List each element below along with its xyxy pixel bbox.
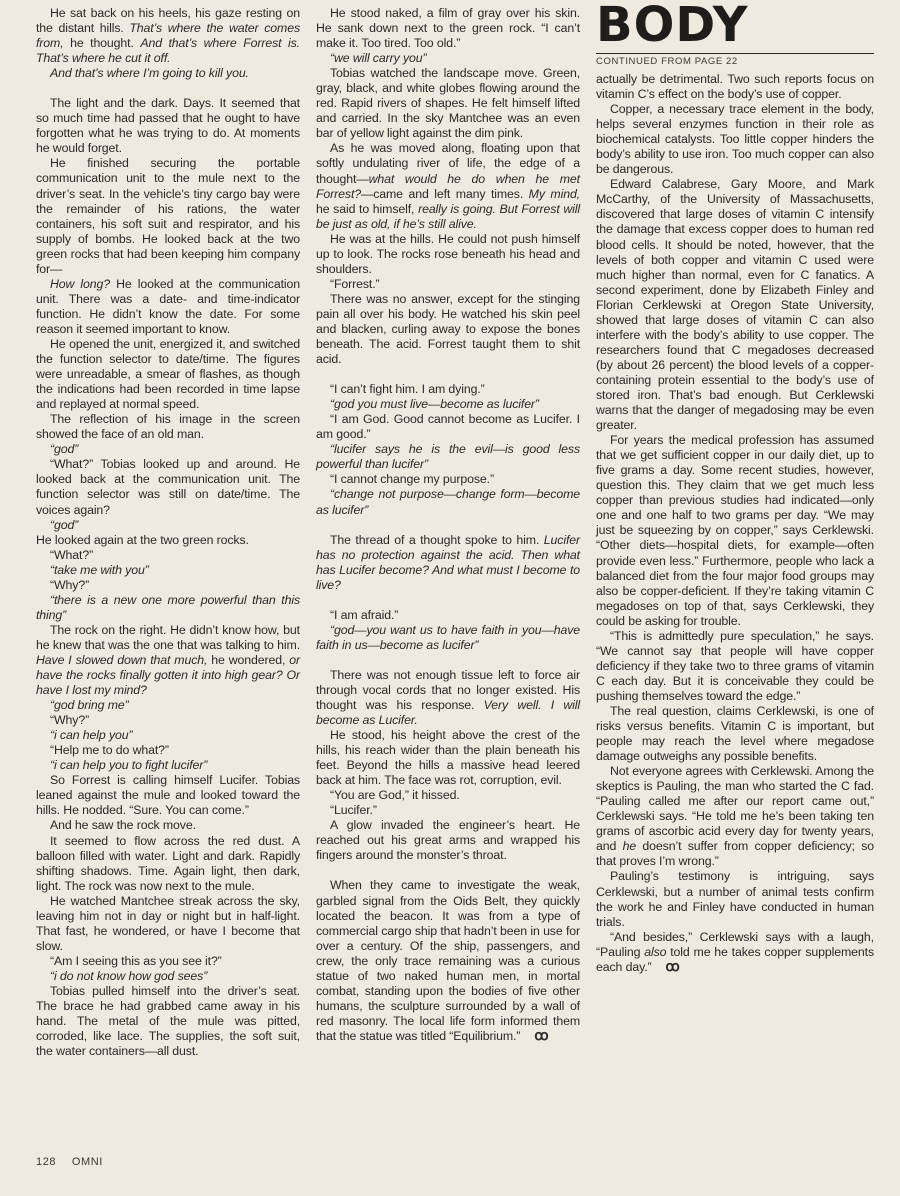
paragraph: He opened the unit, energized it, and switched the function selector to date/time. The figures were unreadable, a smear of flashes, as though the indications had been recorded in time lapse and replayed at normal speed.: [36, 336, 300, 412]
paragraph: The reflection of his image in the screen showed the face of an old man.: [36, 412, 300, 442]
end-mark-icon: ꝏ: [665, 957, 677, 974]
paragraph: “i do not know how god sees”: [50, 968, 208, 983]
magazine-name: OMNI: [71, 1156, 103, 1168]
page-folio: [36, 1156, 115, 1168]
paragraph: “Why?”: [50, 713, 90, 728]
story-column-2: [316, 6, 580, 1044]
paragraph: As he was moved along, floating upon that softly undulating river of life, the edge of a thought—what would he do when he met Forrest?—came and left many times. My mind, he said to himself, really is going. But Forrest will be just as old, if he’s still alive.: [316, 141, 581, 231]
paragraph: He finished securing the portable communication unit to the mule next to the driver’s seat. In the vehicle’s tiny cargo bay were the remainder of his rations, the water containers, his soft suit and respirator, and his supply of bombs. He looked back at the two green rocks that had been keeping him company for—: [36, 156, 300, 276]
paragraph: He sat back on his heels, his gaze resting on the distant hills. That’s where the water comes from, he thought. And that’s where Forrest is. That’s where he cut it off.: [36, 6, 300, 66]
paragraph: actually be detrimental. Two such reports focus on vitamin C’s effect on the body’s use of copper.: [596, 72, 874, 102]
end-mark-icon: ꝏ: [534, 1026, 546, 1043]
section-logo: BODY: [596, 0, 749, 53]
paragraph: The thread of a thought spoke to him. Lucifer has no protection against the acid. Then what has Lucifer become? And what must I become to live?: [316, 532, 580, 592]
paragraph: How long? He looked at the communication unit. There was a date- and time-indicator function. He didn’t know the date. For some reason it seemed important to know.: [36, 276, 300, 336]
paragraph: “take me with you”: [50, 562, 149, 577]
paragraph: “Lucifer.”: [330, 803, 377, 818]
paragraph: There was not enough tissue left to force air through vocal cords that no longer existed. His thought was his response. Very well. I will become as Lucifer.: [316, 667, 580, 728]
paragraph: “And besides,” Cerklewski says with a laugh, “Pauling also told me he takes copper supplements each day.” ꝏ: [596, 929, 874, 974]
paragraph: And that’s where I’m going to kill you.: [50, 66, 249, 81]
paragraph: “i can help you”: [50, 728, 133, 743]
page-number: 128: [36, 1156, 57, 1168]
paragraph: Edward Calabrese, Gary Moore, and Mark McCarthy, of the University of Massachusetts, discovered that large doses of vitamin C intensify the damage that excess copper does to human red blood cells. It should be noted, however, that the levels of both copper and vitamin C used were much higher than normal, even for C fanatics. A second experiment, done by Elizabeth Finley and Florian Cerklewski at Oregon State University, showed that large doses of vitamin C can also interfere with the body’s ability to use copper. The researchers found that C megadoses decreased (by about 26 percent) the blood levels of a copper-containing protein essential to the body’s use of stored iron. That’s bad enough. But Cerklewski warns that the danger of megadosing may be even greater.: [596, 177, 874, 433]
paragraph: There was no answer, except for the stinging pain all over his body. He watched his skin peel and blacken, curling away to expose the bones beneath. The acid. Forrest taught them to shit acid.: [316, 291, 580, 367]
paragraph: “i can help you to fight lucifer”: [50, 758, 208, 773]
paragraph: The rock on the right. He didn’t know how, but he knew that was the one that was talking to him. Have I slowed down that much, he wondered, or have the rocks finally gotten it into high gear? Or have I lost my mind?: [36, 622, 300, 698]
paragraph: Not everyone agrees with Cerklewski. Among the skeptics is Pauling, the man who started the C fad. “Pauling called me after our report came out,” Cerklewski says. “He told me he’s been taking ten grams of ascorbic acid every day for twenty years, and he doesn’t suffer from copper deficiency; so that proves I’m wrong.”: [596, 764, 875, 869]
paragraph: “god”: [50, 517, 79, 532]
paragraph: It seemed to flow across the red dust. A balloon filled with water. Light and dark. Rapidly shifting shadows. Time. Again light, then dark, light. The rock was now next to the mule.: [36, 833, 300, 893]
paragraph: “What?” Tobias looked up and around. He looked back at the communication unit. The function selector was still on date/time. The voices again?: [36, 457, 300, 517]
paragraph: And he saw the rock move.: [50, 818, 196, 833]
paragraph: He stood, his height above the crest of the hills, his reach wider than the plain beneath his feet. Beyond the hills a massive head leered back at him. The face was rot, corruption, evil.: [316, 728, 580, 788]
body-article-text: [596, 72, 874, 975]
paragraph: “change not purpose—change form—become as lucifer”: [316, 487, 580, 517]
paragraph: When they came to investigate the weak, garbled signal from the Oids Belt, they quickly located the beacon. It was from a type of commercial cargo ship that hadn’t been in use for over a century. Of the ship, passengers, and crew, the only trace remaining was a curious statue of two naked human men, in mortal combat, standing upon the bodies of five other humans, the sculpture surrounded by a wall of red masonry. The local life form informed them that the statue was titled “Equilibrium.” ꝏ: [316, 878, 580, 1043]
paragraph: “You are God,” it hissed.: [330, 788, 460, 803]
paragraph: The real question, claims Cerklewski, is one of risks versus benefits. Vitamin C is important, but people may reach the level where megadose damage outweighs any possible benefits.: [596, 703, 874, 764]
story-column-1: [36, 6, 300, 1059]
paragraph: “we will carry you”: [330, 51, 427, 66]
paragraph: He stood naked, a film of gray over his skin. He sank down next to the green rock. “I can’t make it. Too tired. Too old.”: [316, 6, 580, 51]
paragraph: “I am afraid.”: [330, 607, 399, 622]
paragraph: “god bring me”: [50, 698, 129, 713]
paragraph: “Why?”: [50, 577, 90, 592]
paragraph: Copper, a necessary trace element in the body, helps several enzymes function in their role as biochemical catalysts. Too little copper hinders the body’s ability to use iron. Too much copper can also be dangerous.: [596, 102, 874, 177]
paragraph: Tobias pulled himself into the driver’s seat. The brace he had grabbed came away in his hand. The metal of the mule was pitted, corroded, like lace. The supplies, the soft suit, the water containers—all dust.: [36, 984, 300, 1059]
body-column: [596, 2, 874, 975]
paragraph: Tobias watched the landscape move. Green, gray, black, and white globes flowing around the red. Rapid rivers of shapes. He felt himself lifted and carried. In the sky Mantchee was an even bar of yellow light against the dim pink.: [316, 66, 580, 141]
paragraph: So Forrest is calling himself Lucifer. Tobias leaned against the mule and looked toward the hills. He nodded. “Sure. You can come.”: [36, 773, 300, 818]
paragraph: For years the medical profession has assumed that we get sufficient copper in our daily diet, up to five grams a day. Some recent studies, however, question this. They claim that we get much less copper than previous studies had indicated—only one and one half to two grams per day. “We may just be squeezing by on copper,” says Cerklewski. “Other diets—hospital diets, for example—often provide even less.” Furthermore, people who lack a balanced diet from the four major food groups may also be copper-deficient. If they’re taking vitamin C megadoses on top of that, says Cerklewski, they could be asking for trouble.: [596, 433, 874, 628]
paragraph: “god”: [50, 442, 79, 457]
paragraph: “Am I seeing this as you see it?”: [50, 953, 222, 968]
paragraph: “I am God. Good cannot become as Lucifer. I am good.”: [316, 412, 580, 442]
paragraph: Pauling’s testimony is intriguing, says Cerklewski, but a number of animal tests confirm the work he and Finley have conducted in human trials.: [596, 869, 874, 929]
paragraph: “there is a new one more powerful than this thing”: [36, 592, 300, 622]
paragraph: He watched Mantchee streak across the sky, leaving him not in day or night but in half-light. That fast, he wondered, or have I become that slow.: [36, 893, 300, 953]
paragraph: “I cannot change my purpose.”: [330, 472, 494, 487]
continued-line: CONTINUED FROM PAGE 22: [596, 56, 738, 67]
paragraph: “Help me to do what?”: [50, 743, 169, 758]
paragraph: A glow invaded the engineer’s heart. He reached out his great arms and wrapped his fingers around the monster’s throat.: [316, 818, 580, 863]
paragraph: “Forrest.”: [330, 276, 380, 291]
paragraph: “This is admittedly pure speculation,” he says. “We cannot say that people will have copper deficiency if they take two to three grams of vitamin C each day. But it is conceivable they could be pushing themselves toward the edge.”: [596, 628, 874, 703]
paragraph: “lucifer says he is the evil—is good less powerful than lucifer”: [316, 442, 580, 472]
paragraph: He was at the hills. He could not push himself up to look. The rocks rose beneath his head and shoulders.: [316, 231, 580, 276]
paragraph: “I can’t fight him. I am dying.”: [330, 382, 485, 397]
paragraph: “What?”: [50, 547, 94, 562]
paragraph: He looked again at the two green rocks.: [36, 532, 249, 547]
paragraph: The light and the dark. Days. It seemed that so much time had passed that he ought to have forgotten what he was trying to do. At moments he would forget.: [36, 96, 300, 156]
section-rule: [596, 53, 874, 54]
paragraph: “god—you want us to have faith in you—have faith in us—become as lucifer”: [316, 622, 580, 652]
paragraph: “god you must live—become as lucifer”: [330, 397, 539, 412]
